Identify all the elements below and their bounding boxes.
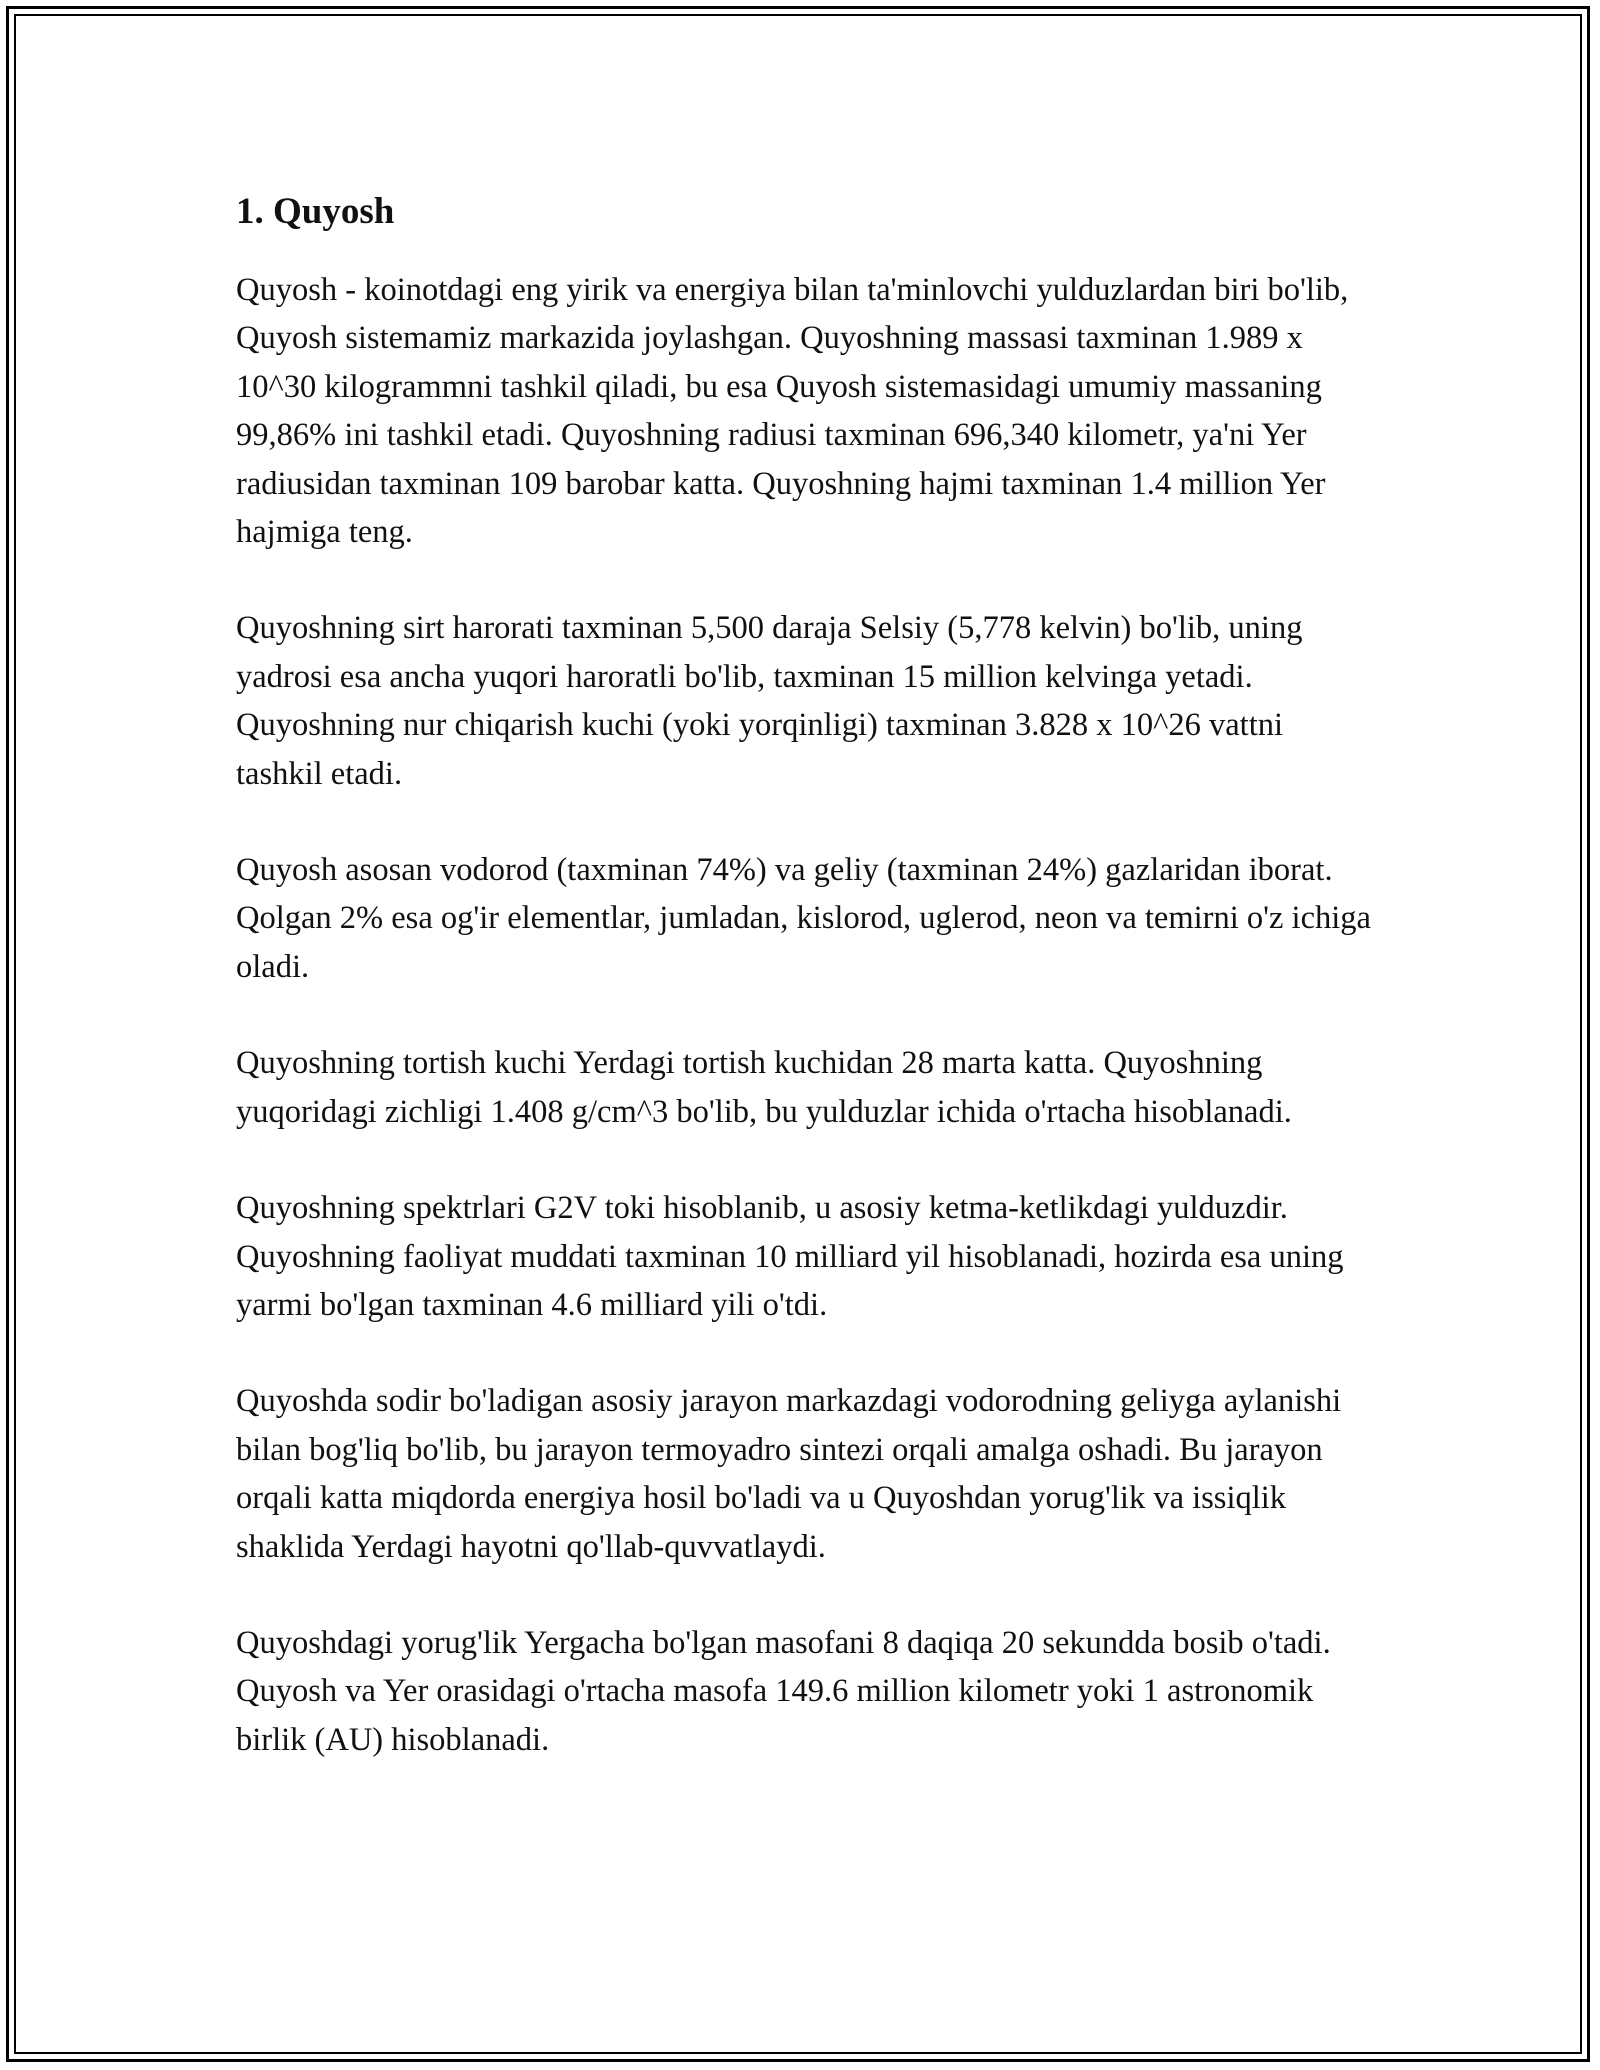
paragraph-composition: Quyosh asosan vodorod (taxminan 74%) va geliy (taxminan 24%) gazlaridan iborat. Qolgan 2% esa og'ir elementlar, jumladan, kislorod, uglerod, neon va temirni o'z ichiga oladi.	[236, 852, 1371, 985]
document-body	[236, 186, 1376, 1812]
section-heading: 1. Quyosh	[236, 191, 395, 232]
paragraph-overview: Quyosh - koinotdagi eng yirik va energiya bilan ta'minlovchi yulduzlardan biri bo'lib, Quyosh sistemamiz markazida joylashgan. Quyoshning massasi taxminan 1.989 x 10^30 kilogrammni tashkil qiladi, bu esa Quyosh sistemasidagi umumiy massaning 99,86% ini tashkil etadi. Quyoshning radiusi taxminan 696,340 kilometr, ya'ni Yer radiusidan taxminan 109 barobar katta. Quyoshning hajmi taxminan 1.4 million Yer hajmiga teng.	[236, 272, 1349, 551]
paragraph-fusion: Quyoshda sodir bo'ladigan asosiy jarayon markazdagi vodorodning geliyga aylanishi bilan bog'liq bo'lib, bu jarayon termoyadro sintezi orqali amalga oshadi. Bu jarayon orqali katta miqdorda energiya hosil bo'ladi va u Quyoshdan yorug'lik va issiqlik shaklida Yerdagi hayotni qo'llab-quvvatlaydi.	[236, 1383, 1342, 1565]
paragraph-distance: Quyoshdagi yorug'lik Yergacha bo'lgan masofani 8 daqiqa 20 sekundda bosib o'tadi. Quyosh va Yer orasidagi o'rtacha masofa 149.6 million kilometr yoki 1 astronomik birlik (AU) hisoblanadi.	[236, 1624, 1331, 1758]
paragraph-spectral-class: Quyoshning spektrlari G2V toki hisoblanib, u asosiy ketma-ketlikdagi yulduzdir. Quyoshning faoliyat muddati taxminan 10 milliard yil hisoblanadi, hozirda esa uning yarmi bo'lgan taxminan 4.6 milliard yili o'tdi.	[236, 1190, 1344, 1323]
paragraph-gravity: Quyoshning tortish kuchi Yerdagi tortish kuchidan 28 marta katta. Quyoshning yuqoridagi zichligi 1.408 g/cm^3 bo'lib, bu yulduzlar ichida o'rtacha hisoblanadi.	[236, 1045, 1292, 1130]
paragraph-temperature: Quyoshning sirt harorati taxminan 5,500 daraja Selsiy (5,778 kelvin) bo'lib, uning yadrosi esa ancha yuqori haroratli bo'lib, taxminan 15 million kelvinga yetadi. Quyoshning nur chiqarish kuchi (yoki yorqinligi) taxminan 3.828 x 10^26 vattni tashkil etadi.	[236, 610, 1303, 792]
